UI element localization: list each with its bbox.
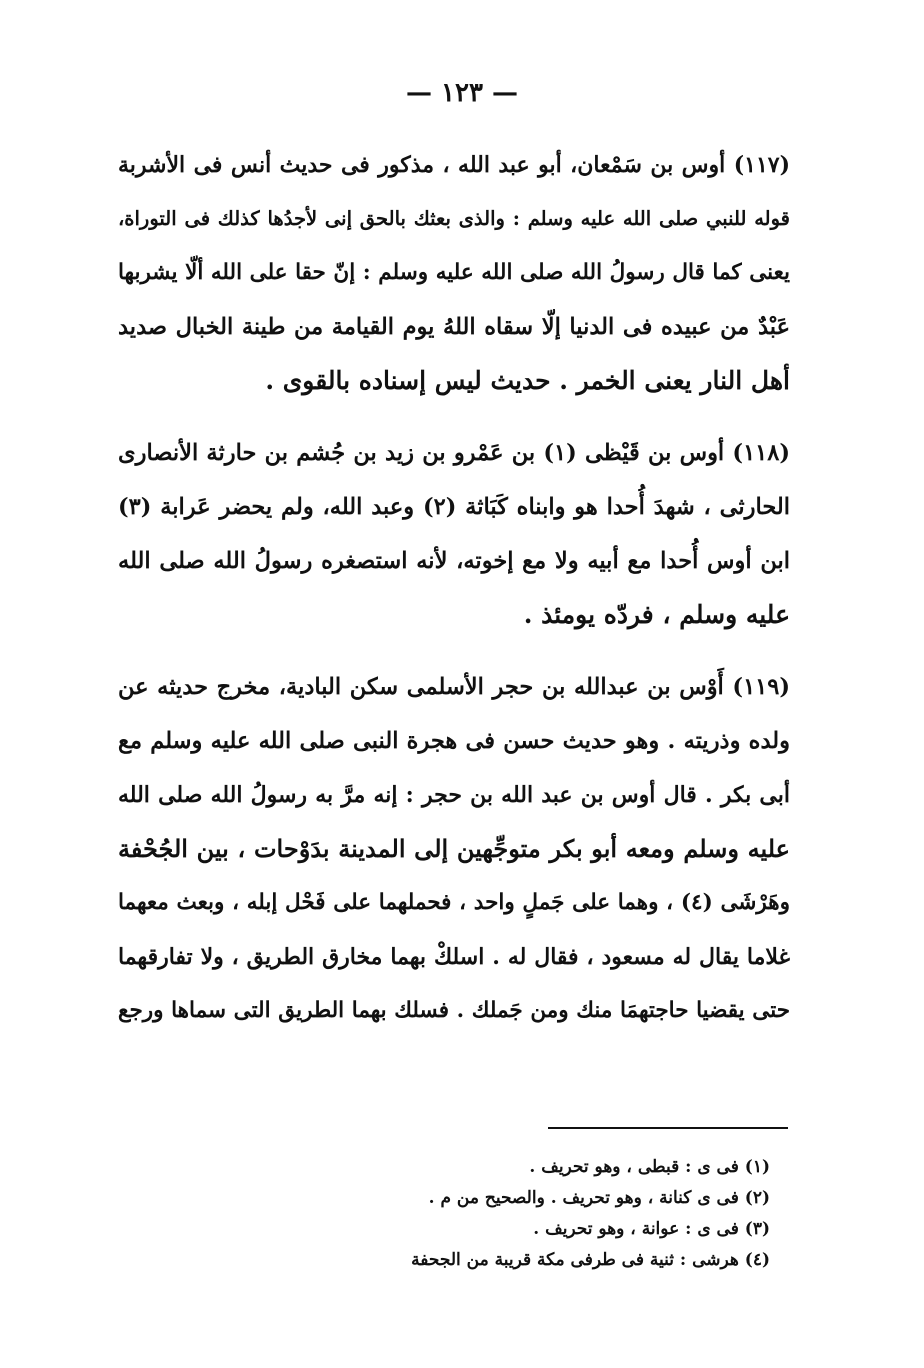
text-line: حتى يقضيا حاجتهمَا منك ومن جَملك . فسلك بهما الطريق التى سماها ورجع	[118, 998, 790, 1023]
paragraph-gap	[118, 408, 790, 426]
entry-119	[118, 660, 790, 1038]
footnote-divider	[548, 1127, 788, 1129]
footnote-4: (٤) هرشى : ثنية فى طرفى مكة قريبة من الجحفة	[411, 1250, 770, 1270]
text-line: قوله للنبي صلى الله عليه وسلم : والذى بعثك بالحق إنى لأجدُها كذلك فى التوراة،	[118, 207, 790, 230]
footnote-2: (٢) فى ى كنانة ، وهو تحريف . والصحيح من م .	[428, 1188, 770, 1208]
text-line: (١١٨) أوس بن قَيْظى (١) بن عَمْرو بن زيد بن جُشم بن حارثة الأنصارى	[118, 440, 790, 466]
text-line: ابن أوس أُحدا مع أبيه ولا مع إخوته، لأنه استصغره رسولُ الله صلى الله	[118, 548, 790, 574]
text-line: الحارثى ، شهدَ أُحدا هو وابناه كَبَاثة (٢) وعبد الله، ولم يحضر عَرابة (٣)	[118, 494, 790, 520]
text-line: غلاما يقال له مسعود ، فقال له . اسلكْ بهما مخارق الطريق ، ولا تفارقهما	[118, 944, 790, 970]
text-line: وهَرْشَى (٤) ، وهما على جَملٍ واحد ، فحملهما على فَحْل إبله ، وبعث معهما	[118, 890, 790, 915]
text-line: (١١٩) أَوْس بن عبدالله بن حجر الأسلمى سكن البادية، مخرج حديثه عن	[118, 674, 790, 700]
text-line: أهل النار يعنى الخمر . حديث ليس إسناده بالقوى .	[265, 366, 790, 395]
text-line: يعنى كما قال رسولُ الله صلى الله عليه وسلم : إنّ حقا على الله ألّا يشربها	[118, 260, 790, 285]
paragraph-gap	[118, 642, 790, 660]
entry-117	[118, 138, 790, 408]
text-line: عَبْدٌ من عبيده فى الدنيا إلّا سقاه اللهُ يوم القيامة من طينة الخبال صديد	[118, 314, 790, 340]
text-line: أبى بكر . قال أوس بن عبد الله بن حجر : إنه مرَّ به رسولُ الله صلى الله	[118, 782, 790, 808]
page-number: — ١٢٣ —	[405, 78, 519, 108]
main-text	[118, 138, 790, 1038]
footnotes	[300, 1152, 770, 1276]
text-line: عليه وسلم ، فردّه يومئذ .	[523, 600, 790, 629]
entry-118	[118, 426, 790, 642]
text-line: (١١٧) أوس بن سَمْعان، أبو عبد الله ، مذكور فى حديث أنس فى الأشربة	[118, 152, 790, 178]
text-line: ولده وذريته . وهو حديث حسن فى هجرة النبى صلى الله عليه وسلم مع	[118, 728, 790, 754]
text-line: عليه وسلم ومعه أبو بكر متوجِّهين إلى المدينة بدَوْحات ، بين الجُحْفة	[118, 834, 790, 863]
footnote-3: (٣) فى ى : عوانة ، وهو تحريف .	[533, 1219, 770, 1239]
footnote-1: (١) فى ى : قبطى ، وهو تحريف .	[529, 1157, 770, 1177]
